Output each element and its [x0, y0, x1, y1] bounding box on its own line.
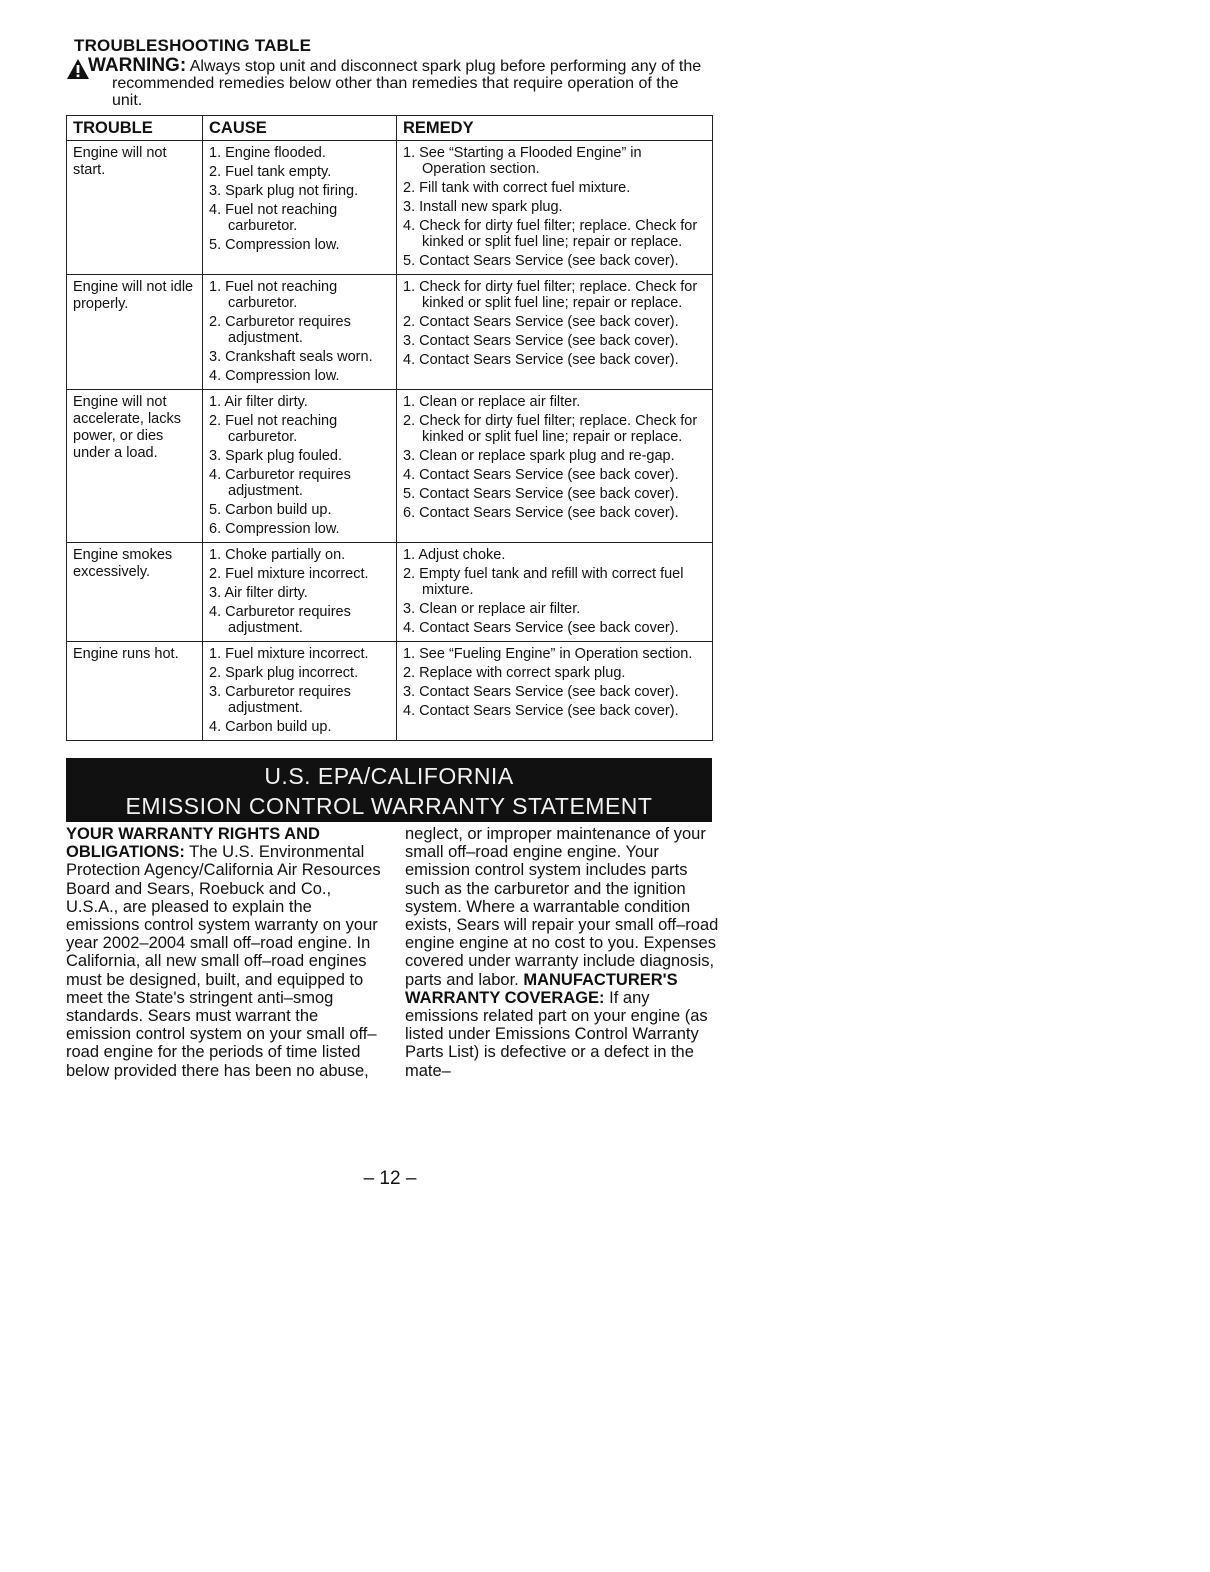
remedy-item: 4. Contact Sears Service (see back cover).: [403, 703, 679, 719]
troubleshooting-page: [66, 36, 719, 1081]
remedy-item: 3. Clean or replace spark plug and re-gap.: [403, 448, 675, 464]
cause-item: 2. Fuel not reaching carburetor.: [209, 413, 338, 445]
trouble-cell: Engine runs hot.: [67, 642, 203, 741]
remedy-item: 3. Contact Sears Service (see back cover).: [403, 333, 679, 349]
cause-item: 1. Air filter dirty.: [209, 394, 308, 410]
remedy-item: 2. Fill tank with correct fuel mixture.: [403, 180, 631, 196]
cause-cell: [203, 390, 397, 543]
table-row: [67, 543, 713, 642]
cause-item: 2. Fuel mixture incorrect.: [209, 566, 369, 582]
manufacturer-coverage-text: If any emissions related part on your engine (as listed under Emissions Control Warranty Parts List) is defective or a defect in the mate–: [405, 988, 708, 1080]
remedy-item: 4. Contact Sears Service (see back cover).: [403, 352, 679, 368]
warning-triangle-icon: [66, 58, 90, 80]
remedy-cell: [397, 275, 713, 390]
header-trouble: TROUBLE: [67, 116, 203, 141]
cause-item: 1. Fuel mixture incorrect.: [209, 646, 369, 662]
table-row: [67, 390, 713, 543]
warning-label: WARNING:: [88, 55, 187, 76]
trouble-cell: Engine smokes excessively.: [67, 543, 203, 642]
cause-item: 5. Carbon build up.: [209, 502, 332, 518]
cause-item: 3. Spark plug fouled.: [209, 448, 343, 464]
cause-item: 1. Choke partially on.: [209, 547, 346, 563]
remedy-item: 1. See “Fueling Engine” in Operation section.: [403, 646, 693, 662]
cause-item: 2. Carburetor requires adjustment.: [209, 314, 351, 346]
table-body: [67, 141, 713, 741]
cause-item: 1. Fuel not reaching carburetor.: [209, 279, 338, 311]
cause-item: 3. Spark plug not firing.: [209, 183, 359, 199]
trouble-cell: Engine will not idle properly.: [67, 275, 203, 390]
remedy-cell: [397, 390, 713, 543]
remedy-item: 2. Empty fuel tank and refill with correct fuel mixture.: [403, 566, 684, 598]
table-row: [67, 141, 713, 275]
remedy-item: 2. Contact Sears Service (see back cover).: [403, 314, 679, 330]
warning-notice: [66, 57, 712, 109]
warranty-body: [66, 825, 721, 1081]
table-row: [67, 275, 713, 390]
remedy-item: 2. Check for dirty fuel filter; replace. Check for kinked or split fuel line; repair or replace.: [403, 413, 698, 445]
header-cause: CAUSE: [203, 116, 397, 141]
cause-item: 4. Compression low.: [209, 368, 340, 384]
cause-item: 4. Carburetor requires adjustment.: [209, 604, 351, 636]
cause-item: 5. Compression low.: [209, 237, 340, 253]
emission-warranty-banner: [66, 758, 712, 822]
trouble-cell: Engine will not start.: [67, 141, 203, 275]
manufacturer-coverage-heading: MANUFACTURER'S WARRANTY COVERAGE:: [405, 970, 678, 1007]
cause-item: 1. Engine flooded.: [209, 145, 326, 161]
remedy-item: 4. Check for dirty fuel filter; replace. Check for kinked or split fuel line; repair or replace.: [403, 218, 698, 250]
warranty-text-columns: [66, 825, 721, 1081]
remedy-item: 4. Contact Sears Service (see back cover).: [403, 620, 679, 636]
cause-item: 2. Fuel tank empty.: [209, 164, 332, 180]
remedy-item: 5. Contact Sears Service (see back cover).: [403, 486, 679, 502]
cause-item: 4. Fuel not reaching carburetor.: [209, 202, 338, 234]
cause-item: 3. Air filter dirty.: [209, 585, 308, 601]
remedy-cell: [397, 642, 713, 741]
banner-line-2: EMISSION CONTROL WARRANTY STATEMENT: [125, 793, 653, 819]
cause-item: 4. Carbon build up.: [209, 719, 332, 735]
remedy-item: 1. Check for dirty fuel filter; replace. Check for kinked or split fuel line; repair or replace.: [403, 279, 698, 311]
remedy-item: 1. See “Starting a Flooded Engine” in Operation section.: [403, 145, 642, 177]
banner-line-1: U.S. EPA/CALIFORNIA: [264, 763, 514, 789]
troubleshooting-table: [66, 115, 713, 741]
header-remedy: REMEDY: [397, 116, 713, 141]
remedy-item: 1. Adjust choke.: [403, 547, 506, 563]
section-title: TROUBLESHOOTING TABLE: [74, 36, 312, 55]
cause-cell: [203, 141, 397, 275]
remedy-item: 6. Contact Sears Service (see back cover).: [403, 505, 679, 521]
warranty-rights-text: The U.S. Environmental Protection Agency/California Air Resources Board and Sears, Roebuck and Co., U.S.A., are pleased to explain the emissions control system warranty on your year 2002–2004 small off–road engine. In California, all new small off–road engines must be designed, built, and equipped to meet the State's stringent anti–smog standards. Sears must warrant the emission control system on your small off–road engine for the periods of time listed below provided there has been no abuse, neglect, or improper maintenance of your small off–road engine engine. Your emission control system includes parts such as the carburetor and the ignition system. Where a warrantable condition exists, Sears will repair your small off–road engine engine at no cost to you. Expenses covered under warranty include diagnosis, parts and labor.: [66, 825, 719, 1080]
remedy-item: 3. Contact Sears Service (see back cover).: [403, 684, 679, 700]
remedy-item: 1. Clean or replace air filter.: [403, 394, 581, 410]
trouble-cell: Engine will not accelerate, lacks power, or dies under a load.: [67, 390, 203, 543]
remedy-cell: [397, 543, 713, 642]
remedy-item: 3. Install new spark plug.: [403, 199, 563, 215]
cause-item: 2. Spark plug incorrect.: [209, 665, 359, 681]
cause-cell: [203, 275, 397, 390]
warning-text: Always stop unit and disconnect spark plug before performing any of the recommended remedies below other than remedies that require operation of the unit.: [112, 58, 702, 109]
cause-item: 3. Crankshaft seals worn.: [209, 349, 373, 365]
remedy-item: 2. Replace with correct spark plug.: [403, 665, 626, 681]
table-row: [67, 642, 713, 741]
warranty-rights-heading: YOUR WARRANTY RIGHTS AND OBLIGATIONS:: [66, 825, 320, 862]
remedy-item: 5. Contact Sears Service (see back cover).: [403, 253, 679, 269]
cause-cell: [203, 642, 397, 741]
cause-item: 4. Carburetor requires adjustment.: [209, 467, 351, 499]
cause-item: 3. Carburetor requires adjustment.: [209, 684, 351, 716]
cause-cell: [203, 543, 397, 642]
cause-item: 6. Compression low.: [209, 521, 340, 537]
remedy-item: 4. Contact Sears Service (see back cover).: [403, 467, 679, 483]
table-header-row: [67, 116, 713, 141]
remedy-item: 3. Clean or replace air filter.: [403, 601, 581, 617]
page-number: – 12 –: [363, 1168, 417, 1189]
remedy-cell: [397, 141, 713, 275]
